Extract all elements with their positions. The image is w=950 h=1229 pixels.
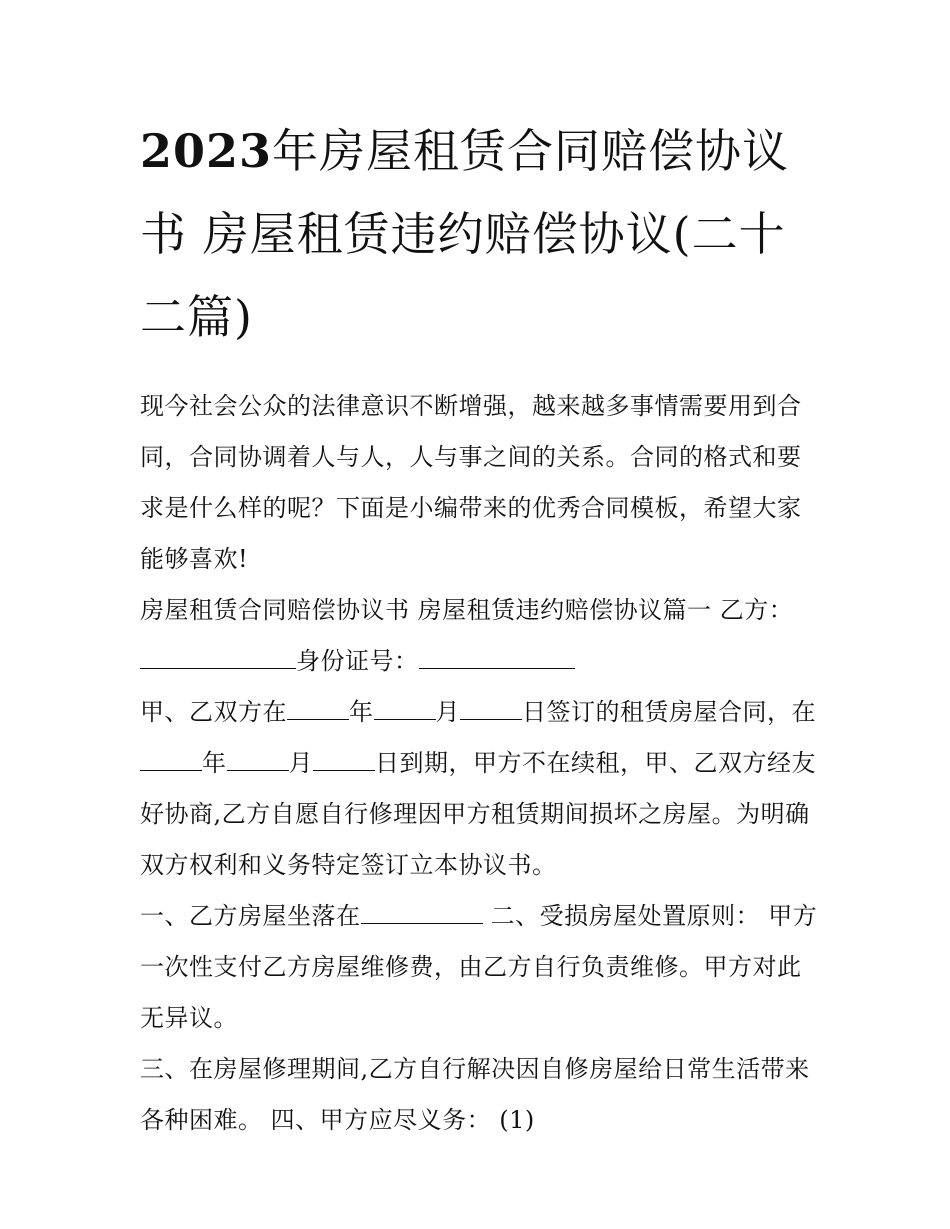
intro-paragraph: 现今社会公众的法律意识不断增强，越来越多事情需要用到合同，合同协调着人与人，人与事之间的关系。合同的格式和要求是什么样的呢？下面是小编带来的优秀合同模板，希望大家能够喜欢!	[140, 392, 802, 573]
sign-month-label: 月	[435, 698, 460, 726]
document-page	[140, 110, 820, 1146]
party-b-name-blank	[140, 648, 296, 669]
property-location-blank	[361, 903, 483, 924]
expire-month-label: 月	[288, 749, 313, 777]
document-body	[140, 381, 820, 1146]
document-title	[140, 110, 820, 359]
signing-text-start: 甲、乙双方在	[140, 698, 287, 726]
clause-2-text: 二、受损房屋处置原则： 甲方一次性支付乙方房屋维修费，由乙方自行负责维修。甲方对此无异议。	[140, 902, 818, 1032]
title-text: 年房屋租赁合同赔偿协议书 房屋租赁违约赔偿协议(二十二篇)	[140, 124, 790, 344]
sign-month-blank	[374, 699, 436, 720]
clause-paragraph	[140, 891, 820, 1044]
signing-paragraph	[140, 687, 820, 891]
id-number-blank	[419, 648, 575, 669]
sign-day-blank	[460, 699, 522, 720]
title-year: 2023	[140, 124, 273, 178]
expire-year-blank	[140, 750, 202, 771]
sign-year-label: 年	[349, 698, 374, 726]
clause-3-paragraph: 三、在房屋修理期间,乙方自行解决因自修房屋给日常生活带来各种困难。 四、甲方应尽义务： (1)	[140, 1055, 810, 1134]
expire-text: 日到期，甲方不在续租，甲、乙双方经友好协商,乙方自愿自行修理因甲方租赁期间损坏之房屋。为明确双方权利和义务特定签订立本协议书。	[140, 749, 816, 879]
sign-year-blank	[287, 699, 349, 720]
expire-month-blank	[227, 750, 289, 771]
section-heading-text: 房屋租赁合同赔偿协议书 房屋租赁违约赔偿协议篇一 乙方：	[140, 596, 794, 624]
id-number-label: 身份证号：	[296, 647, 419, 675]
signing-text-middle: 日签订的租赁房屋合同，在	[522, 698, 816, 726]
expire-year-label: 年	[202, 749, 227, 777]
clause-1-text: 一、乙方房屋坐落在	[140, 902, 361, 930]
section-heading	[140, 585, 820, 687]
expire-day-blank	[313, 750, 375, 771]
